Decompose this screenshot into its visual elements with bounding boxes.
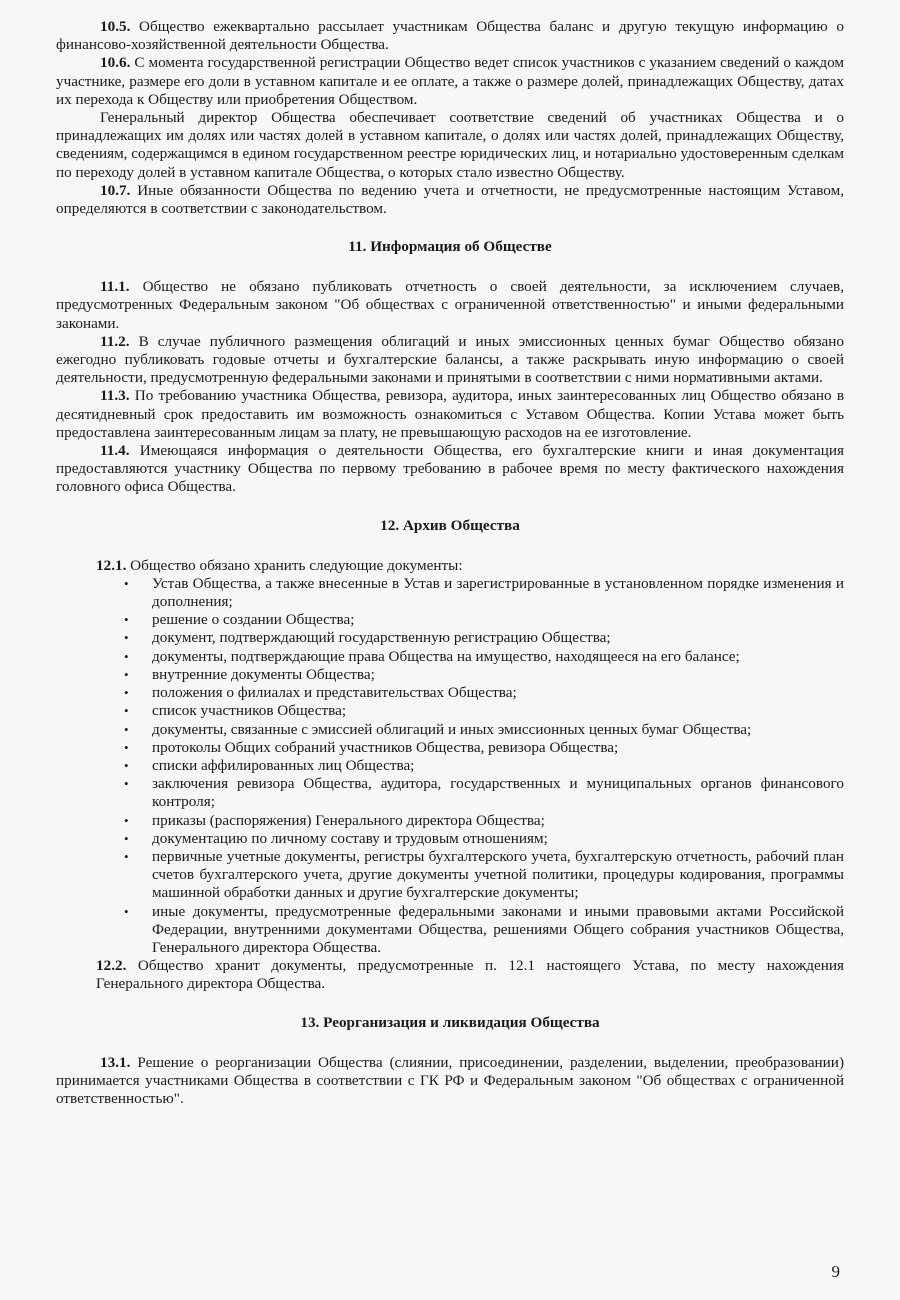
clause-number: 11.1.: [100, 278, 130, 296]
clause-number: 11.4.: [100, 442, 130, 460]
clause-number: 10.5.: [100, 18, 131, 35]
clause-text: Общество обязано хранить следующие документы:: [130, 556, 463, 574]
clause-text: В случае публичного размещения облигаций и иных эмиссионных ценных бумаг Общество обязано ежегодно публиковать годовые отчеты и бухгалтерские балансы, а также раскрывать иную информацию о своей деятельности, предусмотренную федеральными законами и принятыми в соответствии с ними нормативными актами.: [56, 332, 844, 387]
clause-text: Решение о реорганизации Общества (слиянии, присоединении, разделении, выделении, преобразовании) принимается участниками Общества в соответствии с ГК РФ и Федеральным законом "Об обществах с ограниченной ответственностью".: [56, 1053, 844, 1107]
list-item: • решение о создании Общества;: [124, 611, 355, 629]
bullet-icon: •: [124, 830, 129, 846]
paragraph-11-3: [56, 387, 844, 442]
paragraph-10-6-director: Генеральный директор Общества обеспечивает соответствие сведений об участниках Общества и о принадлежащих им долях или частях долей в уставном капитале, о долях или частях долей, принадлежащих Обществу, сведениям, содержащимся в едином государственном реестре юридических лиц, и нотариально удостоверенным сделкам по переходу долей в уставном капитале Общества, о которых стало известно Обществу.: [56, 109, 844, 181]
archive-document-list: [56, 575, 844, 957]
clause-number: 11.3.: [100, 387, 130, 405]
bullet-icon: •: [124, 757, 129, 773]
clause-number: 10.6.: [100, 54, 131, 72]
list-item: • список участников Общества;: [124, 702, 347, 720]
clause-number: 13.1.: [100, 1053, 131, 1071]
bullet-icon: •: [124, 721, 129, 737]
list-item: • приказы (распоряжения) Генерального директора Общества;: [124, 811, 545, 829]
clause-number: 12.1.: [96, 556, 127, 574]
clause-text: С момента государственной регистрации Общество ведет список участников с указанием сведений о каждом участнике, размере его доли в уставном капитале и ее оплате, а также о размере долей, принадлежащих Обществу, датах их перехода к Обществу или приобретения Обществом.: [56, 54, 845, 108]
clause-number: 10.7.: [100, 181, 131, 199]
list-item: • Устав Общества, а также внесенные в Устав и зарегистрированные в установленном порядке изменения и дополнения;: [124, 574, 844, 611]
list-item: • документы, связанные с эмиссией облигаций и иных эмиссионных ценных бумаг Общества;: [124, 720, 752, 738]
paragraph-12-2: [56, 957, 844, 993]
bullet-icon: •: [124, 903, 129, 919]
clause-number: 12.2.: [96, 957, 127, 975]
page-number: 9: [831, 1262, 840, 1281]
list-item: • иные документы, предусмотренные федеральными законами и иными правовыми актами Российской Федерации, внутренними документами Общества, решениями Общего собрания участников Общества, Генерального директора Общества.: [124, 902, 844, 956]
bullet-icon: •: [124, 703, 129, 719]
list-item: • протоколы Общих собраний участников Общества, ревизора Общества;: [124, 738, 619, 756]
clause-text: Иные обязанности Общества по ведению учета и отчетности, не предусмотренные настоящим Уставом, определяются в соответствии с законодательством.: [56, 181, 844, 218]
paragraph-10-7: [56, 182, 844, 218]
list-item: • внутренние документы Общества;: [124, 665, 375, 683]
bullet-icon: •: [124, 666, 129, 682]
document-body: [56, 18, 844, 1108]
list-item: • списки аффилированных лиц Общества;: [124, 756, 415, 774]
clause-number: 11.2.: [100, 332, 130, 350]
section-13-heading: 13. Реорганизация и ликвидация Общества: [300, 1013, 600, 1031]
paragraph-13-1: [56, 1054, 844, 1109]
list-item: • документ, подтверждающий государственную регистрацию Общества;: [124, 629, 611, 647]
bullet-icon: •: [124, 848, 129, 864]
bullet-icon: •: [124, 776, 129, 792]
clause-text: Имеющаяся информация о деятельности Общества, его бухгалтерские книги и иная документация предоставляются участнику Общества по первому требованию в рабочее время по месту фактического нахождения головного офиса Общества.: [56, 442, 844, 496]
paragraph-11-1: [56, 278, 844, 333]
bullet-icon: •: [124, 612, 129, 628]
paragraph-10-6: [56, 54, 844, 109]
list-item: • заключения ревизора Общества, аудитора, государственных и муниципальных органов финансового контроля;: [124, 775, 844, 811]
paragraph-10-5: [56, 18, 844, 54]
clause-text: Общество хранит документы, предусмотренные п. 12.1 настоящего Устава, по месту нахождения Генерального директора Общества.: [96, 957, 844, 993]
bullet-icon: •: [124, 648, 129, 664]
list-item: • документацию по личному составу и трудовым отношениям;: [124, 829, 548, 847]
paragraph-11-4: [56, 442, 844, 497]
clause-text: Общество не обязано публиковать отчетность о своей деятельности, за исключением случаев, предусмотренных Федеральным законом "Об обществах с ограниченной ответственностью" и иными федеральными законами.: [56, 278, 845, 332]
bullet-icon: •: [124, 685, 129, 701]
paragraph-12-1: [56, 557, 844, 575]
section-12-heading: 12. Архив Общества: [380, 516, 520, 534]
list-item: • первичные учетные документы, регистры бухгалтерского учета, бухгалтерскую отчетность, рабочий план счетов бухгалтерского учета, другие документы учетной политики, процедуры кодирования, программы машинной обработки данных и другие бухгалтерские документы;: [124, 847, 844, 902]
list-item: • положения о филиалах и представительствах Общества;: [124, 684, 517, 702]
list-item: • документы, подтверждающие права Общества на имущество, находящееся на его балансе;: [124, 647, 740, 665]
bullet-icon: •: [124, 812, 129, 828]
clause-text: По требованию участника Общества, ревизора, аудитора, иных заинтересованных лиц Общество обязано в десятидневный срок предоставить им возможность ознакомиться с Уставом Общества. Копии Устава может быть предоставлена заинтересованным лицам за плату, не превышающую расходов на ее изготовление.: [56, 387, 845, 441]
section-11-heading: 11. Информация об Обществе: [348, 238, 552, 256]
paragraph-11-2: [56, 333, 844, 388]
bullet-icon: •: [124, 575, 129, 591]
bullet-icon: •: [124, 739, 129, 755]
clause-text: Общество ежеквартально рассылает участникам Общества баланс и другую текущую информацию о финансово-хозяйственной деятельности Общества.: [56, 18, 844, 54]
bullet-icon: •: [124, 630, 129, 646]
